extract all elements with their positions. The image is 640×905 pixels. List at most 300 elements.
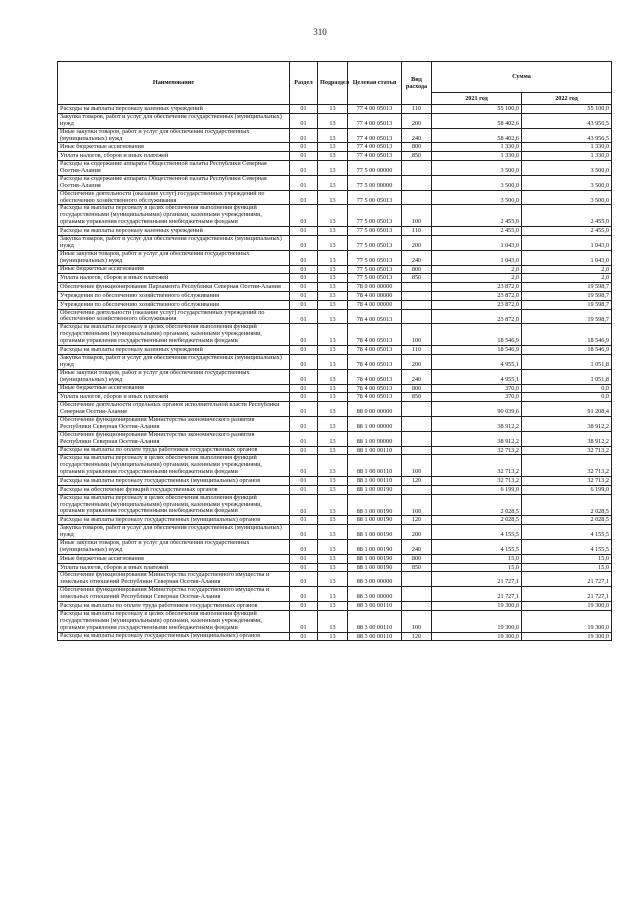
row-razdel: 01 <box>290 525 318 540</box>
row-expense-type <box>402 175 432 190</box>
row-expense-type <box>402 602 432 611</box>
row-podrazdel: 13 <box>318 274 348 283</box>
row-target-article: 78 4 00 05013 <box>348 309 402 324</box>
row-expense-type: 800 <box>402 554 432 563</box>
row-name: Учреждения по обеспечению хозяйственного обслуживания <box>58 300 290 309</box>
row-target-article: 88 1 00 00190 <box>348 540 402 555</box>
row-sum-2022: 1 330,0 <box>522 152 612 161</box>
row-target-article: 77 5 00 05013 <box>348 250 402 265</box>
row-sum-2021: 4 955,1 <box>432 369 522 384</box>
row-sum-2021: 370,0 <box>432 393 522 402</box>
row-expense-type: 850 <box>402 152 432 161</box>
table-row <box>58 416 612 431</box>
row-sum-2021: 18 546,9 <box>432 346 522 355</box>
row-target-article: 78 4 00 05013 <box>348 369 402 384</box>
row-sum-2022: 2,0 <box>522 265 612 274</box>
row-sum-2022: 19 300,0 <box>522 602 612 611</box>
row-name: Учреждения по обеспечению хозяйственного обслуживания <box>58 291 290 300</box>
row-sum-2021: 21 727,1 <box>432 587 522 602</box>
row-sum-2022: 3 500,0 <box>522 161 612 176</box>
row-podrazdel: 13 <box>318 324 348 346</box>
row-razdel: 01 <box>290 190 318 205</box>
row-name: Расходы на выплаты персоналу казенных учреждений <box>58 105 290 114</box>
row-sum-2022: 1 043,0 <box>522 250 612 265</box>
row-expense-type: 200 <box>402 235 432 250</box>
table-row <box>58 602 612 611</box>
row-expense-type <box>402 309 432 324</box>
row-sum-2021: 19 300,0 <box>432 602 522 611</box>
row-razdel: 01 <box>290 416 318 431</box>
row-sum-2021: 21 727,1 <box>432 572 522 587</box>
row-target-article: 88 1 00 00000 <box>348 431 402 446</box>
row-podrazdel: 13 <box>318 205 348 227</box>
row-razdel: 01 <box>290 235 318 250</box>
row-name: Иные закупки товаров, работ и услуг для обеспечения государственных (муниципальных) нужд <box>58 540 290 555</box>
row-sum-2022: 21 727,1 <box>522 572 612 587</box>
row-target-article: 77 4 00 05013 <box>348 128 402 143</box>
row-target-article: 88 1 00 00190 <box>348 485 402 494</box>
row-expense-type <box>402 416 432 431</box>
row-target-article: 88 3 00 00110 <box>348 610 402 632</box>
row-razdel: 01 <box>290 291 318 300</box>
row-target-article: 77 5 00 00000 <box>348 175 402 190</box>
row-sum-2021: 2 455,0 <box>432 205 522 227</box>
row-podrazdel: 13 <box>318 227 348 236</box>
table-row <box>58 485 612 494</box>
row-sum-2022: 4 155,5 <box>522 525 612 540</box>
table-row <box>58 205 612 227</box>
row-target-article: 88 1 00 00110 <box>348 455 402 477</box>
header-year-2021: 2021 год <box>432 93 522 105</box>
row-target-article: 77 5 00 05013 <box>348 235 402 250</box>
row-sum-2021: 1 043,0 <box>432 250 522 265</box>
row-razdel: 01 <box>290 324 318 346</box>
row-sum-2022: 55 100,0 <box>522 105 612 114</box>
row-name: Расходы на обеспечение функций государственных органов <box>58 485 290 494</box>
row-name: Обеспечение деятельности (оказание услуг) государственных учреждений по обеспечению хозяйственного обслуживания <box>58 309 290 324</box>
row-expense-type: 100 <box>402 494 432 516</box>
row-sum-2021: 4 955,1 <box>432 354 522 369</box>
row-expense-type <box>402 190 432 205</box>
row-podrazdel: 13 <box>318 113 348 128</box>
row-target-article: 77 4 00 05013 <box>348 143 402 152</box>
row-target-article: 88 3 00 00110 <box>348 632 402 641</box>
table-row <box>58 587 612 602</box>
row-name: Иные закупки товаров, работ и услуг для обеспечения государственных (муниципальных) нужд <box>58 369 290 384</box>
row-target-article: 88 0 00 00000 <box>348 402 402 417</box>
row-podrazdel: 13 <box>318 516 348 525</box>
row-podrazdel: 13 <box>318 250 348 265</box>
row-sum-2022: 1 043,0 <box>522 235 612 250</box>
header-expense-type: Вид расхода <box>402 62 432 105</box>
table-row <box>58 554 612 563</box>
row-podrazdel: 13 <box>318 283 348 292</box>
row-sum-2021: 55 100,0 <box>432 105 522 114</box>
table-row <box>58 402 612 417</box>
row-sum-2021: 2 455,0 <box>432 227 522 236</box>
row-sum-2022: 18 546,9 <box>522 346 612 355</box>
row-sum-2022: 19 598,7 <box>522 309 612 324</box>
row-podrazdel: 13 <box>318 384 348 393</box>
row-expense-type: 800 <box>402 143 432 152</box>
row-podrazdel: 13 <box>318 610 348 632</box>
row-expense-type: 120 <box>402 632 432 641</box>
row-expense-type: 200 <box>402 525 432 540</box>
row-podrazdel: 13 <box>318 309 348 324</box>
row-name: Расходы на выплаты персоналу в целях обеспечения выполнения функций государственными (муниципальными) органами, казенными учреждениями, органами управления государственными внебюджетными фондами <box>58 455 290 477</box>
table-row <box>58 477 612 486</box>
table-row <box>58 384 612 393</box>
row-target-article: 88 1 00 00110 <box>348 446 402 455</box>
row-podrazdel: 13 <box>318 446 348 455</box>
row-expense-type: 240 <box>402 128 432 143</box>
row-name: Расходы на содержание аппарата Общественной палаты Республики Северная Осетия-Алания <box>58 175 290 190</box>
row-name: Уплата налогов, сборов и иных платежей <box>58 274 290 283</box>
row-sum-2021: 23 872,0 <box>432 300 522 309</box>
table-row <box>58 274 612 283</box>
row-podrazdel: 13 <box>318 190 348 205</box>
row-target-article: 77 5 00 05013 <box>348 190 402 205</box>
row-target-article: 88 1 00 00110 <box>348 477 402 486</box>
row-razdel: 01 <box>290 354 318 369</box>
row-sum-2022: 38 912,2 <box>522 416 612 431</box>
row-sum-2021: 38 912,2 <box>432 431 522 446</box>
row-sum-2021: 2,0 <box>432 265 522 274</box>
row-name: Обеспечение деятельности отдельных органов исполнительной власти Республики Северная Осетия-Алания <box>58 402 290 417</box>
row-target-article: 78 4 00 05013 <box>348 346 402 355</box>
row-target-article: 88 1 00 00190 <box>348 563 402 572</box>
row-podrazdel: 13 <box>318 431 348 446</box>
row-name: Иные бюджетные ассигнования <box>58 554 290 563</box>
row-sum-2021: 4 155,5 <box>432 525 522 540</box>
row-name: Иные бюджетные ассигнования <box>58 265 290 274</box>
row-expense-type <box>402 402 432 417</box>
row-target-article: 77 5 00 05013 <box>348 205 402 227</box>
row-podrazdel: 13 <box>318 455 348 477</box>
row-razdel: 01 <box>290 346 318 355</box>
row-name: Уплата налогов, сборов и иных платежей <box>58 152 290 161</box>
row-name: Обеспечение функционирования Парламента Республики Северная Осетия-Алания <box>58 283 290 292</box>
row-sum-2021: 19 300,0 <box>432 632 522 641</box>
row-sum-2021: 1 330,0 <box>432 143 522 152</box>
row-name: Закупка товаров, работ и услуг для обеспечения государственных (муниципальных) нужд <box>58 525 290 540</box>
row-name: Закупка товаров, работ и услуг для обеспечения государственных (муниципальных) нужд <box>58 235 290 250</box>
row-razdel: 01 <box>290 309 318 324</box>
row-podrazdel: 13 <box>318 485 348 494</box>
row-razdel: 01 <box>290 265 318 274</box>
row-sum-2022: 19 598,7 <box>522 291 612 300</box>
row-sum-2022: 32 713,2 <box>522 455 612 477</box>
row-expense-type <box>402 587 432 602</box>
table-row <box>58 431 612 446</box>
row-sum-2022: 32 713,2 <box>522 477 612 486</box>
row-name: Расходы на выплаты персоналу казенных учреждений <box>58 346 290 355</box>
row-razdel: 01 <box>290 477 318 486</box>
row-sum-2021: 19 300,0 <box>432 610 522 632</box>
row-name: Обеспечение функционирования Министерства экономического развития Республики Северная Осетия-Алания <box>58 416 290 431</box>
row-target-article: 88 1 00 00190 <box>348 494 402 516</box>
row-expense-type <box>402 300 432 309</box>
row-name: Расходы на выплаты по оплате труда работников государственных органов <box>58 602 290 611</box>
row-sum-2021: 2 028,5 <box>432 516 522 525</box>
row-name: Обеспечение функционирования Министерства государственного имущества и земельных отношений Республики Северная Осетия-Алания <box>58 587 290 602</box>
row-razdel: 01 <box>290 384 318 393</box>
row-expense-type: 850 <box>402 274 432 283</box>
row-sum-2022: 1 051,8 <box>522 354 612 369</box>
row-name: Расходы на выплаты персоналу в целях обеспечения выполнения функций государственными (муниципальными) органами, казенными учреждениями, органами управления государственными внебюджетными фондами <box>58 494 290 516</box>
table-row <box>58 113 612 128</box>
row-target-article: 77 4 00 05013 <box>348 113 402 128</box>
row-expense-type: 110 <box>402 227 432 236</box>
row-podrazdel: 13 <box>318 572 348 587</box>
row-target-article: 78 4 00 05013 <box>348 384 402 393</box>
row-razdel: 01 <box>290 128 318 143</box>
row-target-article: 78 0 00 00000 <box>348 283 402 292</box>
row-expense-type: 120 <box>402 516 432 525</box>
row-sum-2021: 15,0 <box>432 554 522 563</box>
row-expense-type <box>402 446 432 455</box>
row-target-article: 77 4 00 05013 <box>348 105 402 114</box>
row-sum-2021: 58 402,6 <box>432 113 522 128</box>
row-podrazdel: 13 <box>318 354 348 369</box>
table-row <box>58 250 612 265</box>
row-sum-2021: 18 546,9 <box>432 324 522 346</box>
row-sum-2022: 32 713,2 <box>522 446 612 455</box>
budget-table <box>57 61 612 641</box>
row-sum-2022: 2 455,0 <box>522 205 612 227</box>
table-row <box>58 265 612 274</box>
table-row <box>58 291 612 300</box>
header-razdel: Раздел <box>290 62 318 105</box>
row-razdel: 01 <box>290 587 318 602</box>
row-podrazdel: 13 <box>318 494 348 516</box>
row-sum-2021: 32 713,2 <box>432 455 522 477</box>
row-podrazdel: 13 <box>318 152 348 161</box>
row-podrazdel: 13 <box>318 161 348 176</box>
row-target-article: 78 4 00 00000 <box>348 300 402 309</box>
row-expense-type: 200 <box>402 354 432 369</box>
row-name: Иные бюджетные ассигнования <box>58 384 290 393</box>
row-razdel: 01 <box>290 446 318 455</box>
table-row <box>58 300 612 309</box>
row-expense-type <box>402 161 432 176</box>
row-razdel: 01 <box>290 369 318 384</box>
row-podrazdel: 13 <box>318 346 348 355</box>
row-expense-type: 100 <box>402 324 432 346</box>
row-sum-2021: 4 155,5 <box>432 540 522 555</box>
row-target-article: 88 3 00 00000 <box>348 572 402 587</box>
table-body <box>58 105 612 641</box>
row-razdel: 01 <box>290 161 318 176</box>
row-podrazdel: 13 <box>318 128 348 143</box>
table-row <box>58 283 612 292</box>
row-target-article: 88 3 00 00000 <box>348 587 402 602</box>
row-razdel: 01 <box>290 540 318 555</box>
row-podrazdel: 13 <box>318 105 348 114</box>
row-target-article: 88 1 00 00000 <box>348 416 402 431</box>
table-row <box>58 354 612 369</box>
row-sum-2021: 15,0 <box>432 563 522 572</box>
row-sum-2021: 32 713,2 <box>432 477 522 486</box>
table-row <box>58 455 612 477</box>
row-sum-2021: 1 043,0 <box>432 235 522 250</box>
table-row <box>58 175 612 190</box>
row-podrazdel: 13 <box>318 416 348 431</box>
row-name: Закупка товаров, работ и услуг для обеспечения государственных (муниципальных) нужд <box>58 354 290 369</box>
table-row <box>58 309 612 324</box>
table-row <box>58 105 612 114</box>
row-name: Расходы на выплаты персоналу в целях обеспечения выполнения функций государственными (муниципальными) органами, казенными учреждениями, органами управления государственными внебюджетными фондами <box>58 610 290 632</box>
row-podrazdel: 13 <box>318 540 348 555</box>
row-razdel: 01 <box>290 402 318 417</box>
row-razdel: 01 <box>290 175 318 190</box>
row-name: Уплата налогов, сборов и иных платежей <box>58 393 290 402</box>
row-sum-2021: 90 039,6 <box>432 402 522 417</box>
row-podrazdel: 13 <box>318 175 348 190</box>
header-sum: Сумма <box>432 62 612 93</box>
row-podrazdel: 13 <box>318 300 348 309</box>
row-target-article: 88 1 00 00190 <box>348 525 402 540</box>
row-razdel: 01 <box>290 494 318 516</box>
header-target-article: Целевая статья <box>348 62 402 105</box>
row-target-article: 77 5 00 00000 <box>348 161 402 176</box>
row-sum-2022: 15,0 <box>522 554 612 563</box>
row-name: Расходы на выплаты персоналу в целях обеспечения выполнения функций государственными (муниципальными) органами, казенными учреждениями, органами управления государственными внебюджетными фондами <box>58 324 290 346</box>
row-sum-2022: 19 300,0 <box>522 632 612 641</box>
row-razdel: 01 <box>290 563 318 572</box>
row-sum-2021: 3 500,0 <box>432 190 522 205</box>
table-row <box>58 128 612 143</box>
row-razdel: 01 <box>290 205 318 227</box>
row-sum-2022: 15,0 <box>522 563 612 572</box>
row-sum-2021: 38 912,2 <box>432 416 522 431</box>
table-row <box>58 540 612 555</box>
row-sum-2022: 1 330,0 <box>522 143 612 152</box>
row-sum-2022: 4 155,5 <box>522 540 612 555</box>
row-expense-type: 850 <box>402 563 432 572</box>
row-expense-type: 100 <box>402 610 432 632</box>
row-name: Иные закупки товаров, работ и услуг для обеспечения государственных (муниципальных) нужд <box>58 250 290 265</box>
row-razdel: 01 <box>290 143 318 152</box>
row-name: Расходы на выплаты персоналу казенных учреждений <box>58 227 290 236</box>
row-sum-2022: 19 598,7 <box>522 300 612 309</box>
row-sum-2022: 0,0 <box>522 393 612 402</box>
row-expense-type <box>402 572 432 587</box>
page-number: 310 <box>313 27 327 37</box>
row-razdel: 01 <box>290 105 318 114</box>
row-expense-type: 120 <box>402 477 432 486</box>
row-sum-2022: 6 199,0 <box>522 485 612 494</box>
row-sum-2022: 0,0 <box>522 384 612 393</box>
row-podrazdel: 13 <box>318 587 348 602</box>
row-target-article: 78 4 00 05013 <box>348 393 402 402</box>
table-row <box>58 143 612 152</box>
row-podrazdel: 13 <box>318 369 348 384</box>
row-razdel: 01 <box>290 572 318 587</box>
row-razdel: 01 <box>290 152 318 161</box>
row-expense-type: 240 <box>402 250 432 265</box>
row-podrazdel: 13 <box>318 602 348 611</box>
row-sum-2021: 3 500,0 <box>432 161 522 176</box>
row-razdel: 01 <box>290 274 318 283</box>
row-sum-2021: 23 872,0 <box>432 283 522 292</box>
row-expense-type <box>402 283 432 292</box>
row-target-article: 77 5 00 05013 <box>348 265 402 274</box>
row-sum-2021: 32 713,2 <box>432 446 522 455</box>
row-name: Расходы на выплаты по оплате труда работников государственных органов <box>58 446 290 455</box>
row-name: Расходы на выплаты персоналу в целях обеспечения выполнения функций государственными (муниципальными) органами, казенными учреждениями, органами управления государственными внебюджетными фондами <box>58 205 290 227</box>
row-razdel: 01 <box>290 431 318 446</box>
header-name: Наименование <box>58 62 290 105</box>
row-name: Уплата налогов, сборов и иных платежей <box>58 563 290 572</box>
row-expense-type <box>402 291 432 300</box>
row-razdel: 01 <box>290 113 318 128</box>
row-sum-2022: 3 500,0 <box>522 190 612 205</box>
row-sum-2021: 23 872,0 <box>432 291 522 300</box>
row-name: Обеспечение функционирования Министерства государственного имущества и земельных отношений Республики Северная Осетия-Алания <box>58 572 290 587</box>
row-podrazdel: 13 <box>318 563 348 572</box>
row-expense-type: 240 <box>402 540 432 555</box>
header-year-2022: 2022 год <box>522 93 612 105</box>
row-sum-2022: 43 956,5 <box>522 128 612 143</box>
row-target-article: 78 4 00 00000 <box>348 291 402 300</box>
row-razdel: 01 <box>290 300 318 309</box>
row-sum-2022: 2 028,5 <box>522 494 612 516</box>
row-podrazdel: 13 <box>318 235 348 250</box>
row-razdel: 01 <box>290 516 318 525</box>
row-expense-type: 110 <box>402 105 432 114</box>
row-sum-2022: 43 956,5 <box>522 113 612 128</box>
row-razdel: 01 <box>290 283 318 292</box>
row-expense-type: 100 <box>402 455 432 477</box>
table-row <box>58 494 612 516</box>
row-razdel: 01 <box>290 455 318 477</box>
row-name: Обеспечение деятельности (оказание услуг) государственных учреждений по обеспечению хозяйственного обслуживания <box>58 190 290 205</box>
row-sum-2022: 1 051,8 <box>522 369 612 384</box>
row-target-article: 88 1 00 00190 <box>348 516 402 525</box>
row-sum-2022: 2 455,0 <box>522 227 612 236</box>
row-podrazdel: 13 <box>318 291 348 300</box>
row-sum-2022: 19 598,7 <box>522 283 612 292</box>
row-target-article: 77 4 00 05013 <box>348 152 402 161</box>
row-sum-2022: 19 300,0 <box>522 610 612 632</box>
row-sum-2021: 1 330,0 <box>432 152 522 161</box>
row-podrazdel: 13 <box>318 143 348 152</box>
row-sum-2021: 2 028,5 <box>432 494 522 516</box>
row-razdel: 01 <box>290 393 318 402</box>
table-row <box>58 632 612 641</box>
row-sum-2021: 23 872,0 <box>432 309 522 324</box>
row-name: Иные закупки товаров, работ и услуг для обеспечения государственных (муниципальных) нужд <box>58 128 290 143</box>
row-sum-2022: 18 546,9 <box>522 324 612 346</box>
row-razdel: 01 <box>290 610 318 632</box>
row-name: Обеспечение функционирования Министерства экономического развития Республики Северная Осетия-Алания <box>58 431 290 446</box>
row-sum-2021: 58 402,6 <box>432 128 522 143</box>
table-header-row <box>58 62 612 93</box>
row-name: Расходы на выплаты персоналу государственных (муниципальных) органов <box>58 477 290 486</box>
table-row <box>58 369 612 384</box>
table-row <box>58 610 612 632</box>
row-target-article: 78 4 00 05013 <box>348 354 402 369</box>
row-razdel: 01 <box>290 227 318 236</box>
row-name: Закупка товаров, работ и услуг для обеспечения государственных (муниципальных) нужд <box>58 113 290 128</box>
row-podrazdel: 13 <box>318 402 348 417</box>
row-expense-type <box>402 431 432 446</box>
row-sum-2022: 21 727,1 <box>522 587 612 602</box>
row-expense-type: 200 <box>402 113 432 128</box>
row-target-article: 88 3 00 00110 <box>348 602 402 611</box>
row-target-article: 78 4 00 05013 <box>348 324 402 346</box>
